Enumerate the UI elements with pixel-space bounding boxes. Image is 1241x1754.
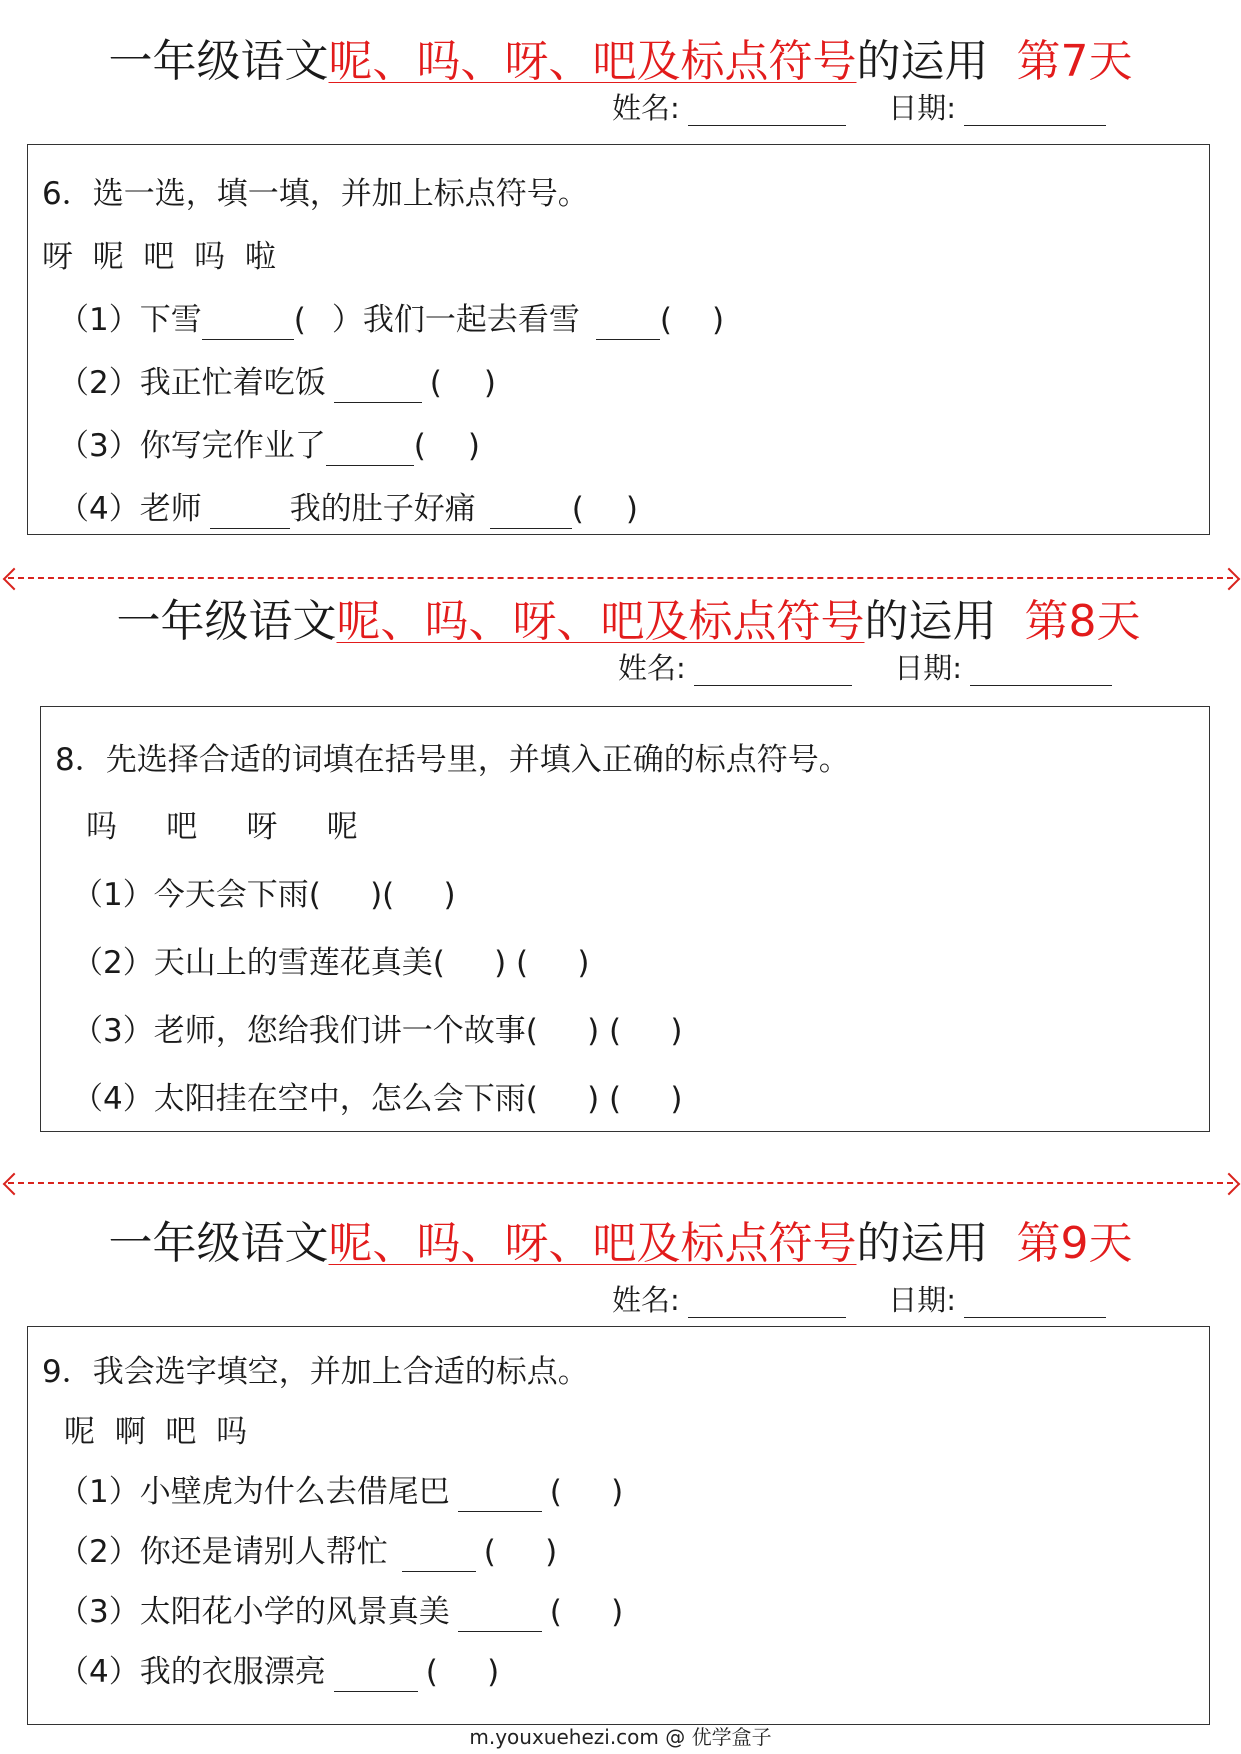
name-label: 姓名: xyxy=(612,91,680,125)
item-1: （1）下雪 ( ）我们一起去看雪 ( ) xyxy=(58,302,725,338)
title-day: 第9天 xyxy=(1016,1218,1133,1269)
item-2: （2）天山上的雪莲花真美( ) ( ) xyxy=(72,945,590,981)
fill-blank[interactable] xyxy=(490,498,572,529)
section-title-day7 xyxy=(0,34,1241,90)
title-suffix: 的运用 xyxy=(856,36,989,87)
name-date-row xyxy=(612,1282,1106,1318)
question-text: 9．我会选字填空，并加上合适的标点。 xyxy=(42,1354,589,1390)
item-1: （1）小壁虎为什么去借尾巴 ( ) xyxy=(58,1474,624,1510)
fill-blank[interactable] xyxy=(334,372,422,403)
section-title-day9 xyxy=(0,1216,1241,1272)
name-blank[interactable] xyxy=(694,655,852,686)
fill-blank[interactable] xyxy=(334,1661,418,1692)
title-day: 第7天 xyxy=(1016,36,1133,87)
fill-blank[interactable] xyxy=(326,435,414,466)
fill-blank[interactable] xyxy=(402,1541,476,1572)
title-red-topic: 呢、吗、呀、吧及标点符号 xyxy=(328,1218,857,1269)
footer-watermark: m.youxuehezi.com @ 优学盒子 xyxy=(469,1725,772,1749)
fill-blank[interactable] xyxy=(202,309,294,340)
item-4: （4）我的衣服漂亮 ( ) xyxy=(58,1654,500,1690)
title-day: 第8天 xyxy=(1024,596,1141,647)
title-red-topic: 呢、吗、呀、吧及标点符号 xyxy=(328,36,857,87)
arrow-right-icon xyxy=(1218,1173,1241,1196)
word-choices: 呀 呢 吧 吗 啦 xyxy=(42,239,276,275)
name-label: 姓名: xyxy=(618,651,686,685)
fill-blank[interactable] xyxy=(458,1481,542,1512)
section-title-day8 xyxy=(8,594,1241,650)
fill-blank[interactable] xyxy=(596,309,660,340)
item-3: （3）太阳花小学的风景真美 ( ) xyxy=(58,1594,624,1630)
date-blank[interactable] xyxy=(964,1287,1106,1318)
title-suffix: 的运用 xyxy=(856,1218,989,1269)
name-blank[interactable] xyxy=(688,95,846,126)
arrow-left-icon xyxy=(3,568,26,591)
item-3: （3）你写完作业了 ( ) xyxy=(58,428,480,464)
title-red-topic: 呢、吗、呀、吧及标点符号 xyxy=(336,596,865,647)
item-2: （2）你还是请别人帮忙 ( ) xyxy=(58,1534,558,1570)
arrow-right-icon xyxy=(1218,568,1241,591)
title-suffix: 的运用 xyxy=(864,596,997,647)
item-2: （2）我正忙着吃饭 ( ) xyxy=(58,365,496,401)
dashed-divider xyxy=(8,1182,1233,1184)
item-4: （4）老师 我的肚子好痛 ( ) xyxy=(58,491,638,527)
item-4: （4）太阳挂在空中，怎么会下雨( ) ( ) xyxy=(72,1081,683,1117)
question-text: 8．先选择合适的词填在括号里，并填入正确的标点符号。 xyxy=(55,742,850,778)
title-prefix: 一年级语文 xyxy=(108,1218,329,1269)
word-choices: 吗 吧 呀 呢 xyxy=(86,809,358,845)
name-blank[interactable] xyxy=(688,1287,846,1318)
title-prefix: 一年级语文 xyxy=(108,36,329,87)
date-blank[interactable] xyxy=(964,95,1106,126)
fill-blank[interactable] xyxy=(210,498,290,529)
item-1: （1）今天会下雨( )( ) xyxy=(72,877,456,913)
date-label: 日期: xyxy=(894,651,962,685)
date-blank[interactable] xyxy=(970,655,1112,686)
dashed-divider xyxy=(8,577,1233,579)
name-label: 姓名: xyxy=(612,1283,680,1317)
arrow-left-icon xyxy=(3,1173,26,1196)
item-3: （3）老师，您给我们讲一个故事( ) ( ) xyxy=(72,1013,683,1049)
date-label: 日期: xyxy=(888,91,956,125)
word-choices: 呢 啊 吧 吗 xyxy=(64,1414,248,1450)
fill-blank[interactable] xyxy=(458,1601,542,1632)
date-label: 日期: xyxy=(888,1283,956,1317)
name-date-row xyxy=(618,650,1112,686)
question-text: 6．选一选，填一填，并加上标点符号。 xyxy=(42,176,589,212)
name-date-row xyxy=(612,90,1106,126)
title-prefix: 一年级语文 xyxy=(116,596,337,647)
